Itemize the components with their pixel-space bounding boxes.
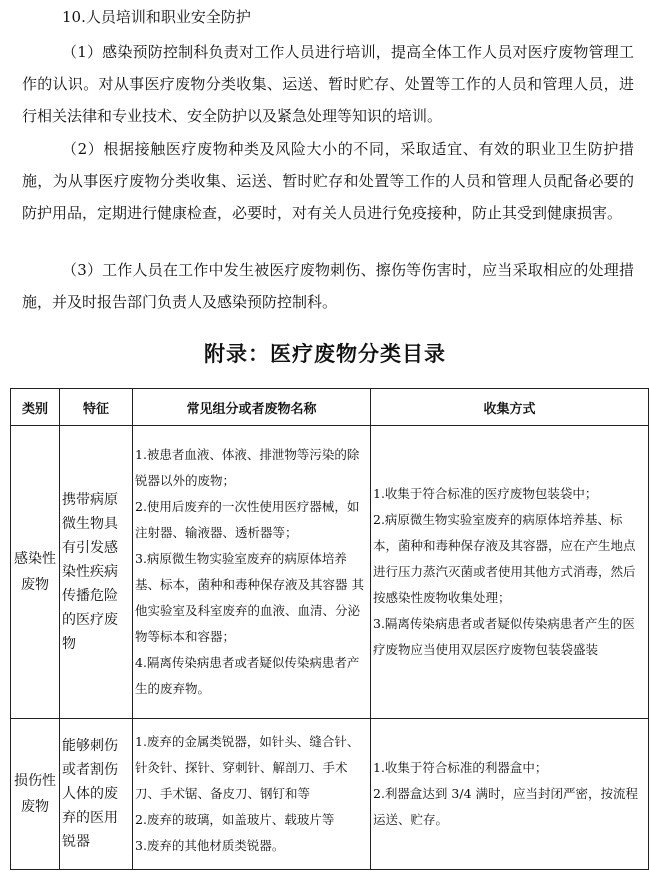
item-entry: 2.使用后废弃的一次性使用医疗器械，如注射器、输液器、透析器等； — [135, 499, 360, 540]
method-entry: 3.隔离传染病患者或者疑似传染病患者产生的医疗废物应当使用双层医疗废物包装袋盛装 — [373, 616, 635, 657]
column-header-method: 收集方式 — [371, 389, 649, 426]
table-row — [11, 426, 649, 719]
items-cell — [133, 426, 371, 719]
feature-cell: 能够刺伤或者割伤人体的废弃的医用锐器 — [60, 719, 133, 870]
item-entry: 3.病原微生物实验室废弃的病原体培养基、标本，菌种和毒种保存液及其容器 其他实验室及科室废弃的血液、血清、分泌物等标本和容器； — [135, 551, 364, 644]
item-entry: 1.被患者血液、体液、排泄物等污染的除锐器以外的废物； — [135, 447, 360, 488]
column-header-feature: 特征 — [60, 389, 133, 426]
method-cell — [371, 426, 649, 719]
column-header-category: 类别 — [11, 389, 60, 426]
item-entry: 4.隔离传染病患者或者疑似传染病患者产生的废弃物。 — [135, 655, 360, 696]
method-cell — [371, 719, 649, 870]
paragraph-2: （2）根据接触医疗废物种类及风险大小的不同，采取适宜、有效的职业卫生防护措施，为从事医疗废物分类收集、运送、暂时贮存和处置等工作的人员和管理人员配备必要的防护用品，定期进行健康检查，必要时，对有关人员进行免疫接种，防止其受到健康损害。 — [22, 140, 634, 222]
method-entry: 2.病原微生物实验室废弃的病原体培养基、标本，菌种和毒种保存液及其容器，应在产生地点进行压力蒸汽灭菌或者使用其他方式消毒，然后按感染性废物收集处理； — [373, 512, 636, 605]
item-entry: 1.废弃的金属类锐器，如针头、缝合针、针灸针、探针、穿刺针、解剖刀、手术刀、手术锯、备皮刀、钢钉和等 — [135, 734, 360, 801]
item-entry: 2.废弃的玻璃，如盖玻片、载玻片等 — [135, 812, 335, 827]
table-header-row — [11, 389, 649, 426]
paragraph-1: （1）感染预防控制科负责对工作人员进行培训，提高全体工作人员对医疗废物管理工作的认识。对从事医疗废物分类收集、运送、暂时贮存、处置等工作的人员和管理人员，进行相关法律和专业技术、安全防护以及紧急处理等知识的培训。 — [22, 43, 634, 125]
items-cell — [133, 719, 371, 870]
method-entry: 1.收集于符合标准的利器盒中； — [373, 760, 548, 775]
section-heading: 10.人员培训和职业安全防护 — [62, 8, 251, 26]
category-cell: 感染性废物 — [11, 426, 60, 719]
appendix-title: 附录：医疗废物分类目录 — [204, 341, 446, 366]
method-entry: 1.收集于符合标准的医疗废物包装袋中； — [373, 486, 598, 501]
waste-classification-table — [10, 388, 649, 870]
table-row — [11, 719, 649, 870]
paragraph-3: （3）工作人员在工作中发生被医疗废物刺伤、擦伤等伤害时，应当采取相应的处理措施，并及时报告部门负责人及感染预防控制科。 — [22, 261, 634, 311]
column-header-items: 常见组分或者废物名称 — [133, 389, 371, 426]
item-entry: 3.废弃的其他材质类锐器。 — [135, 838, 285, 853]
method-entry: 2.利器盒达到 3/4 满时，应当封闭严密，按流程运送、贮存。 — [373, 786, 638, 827]
category-cell: 损伤性废物 — [11, 719, 60, 870]
feature-cell: 携带病原微生物具有引发感染性疾病传播危险的医疗废物 — [60, 426, 133, 719]
